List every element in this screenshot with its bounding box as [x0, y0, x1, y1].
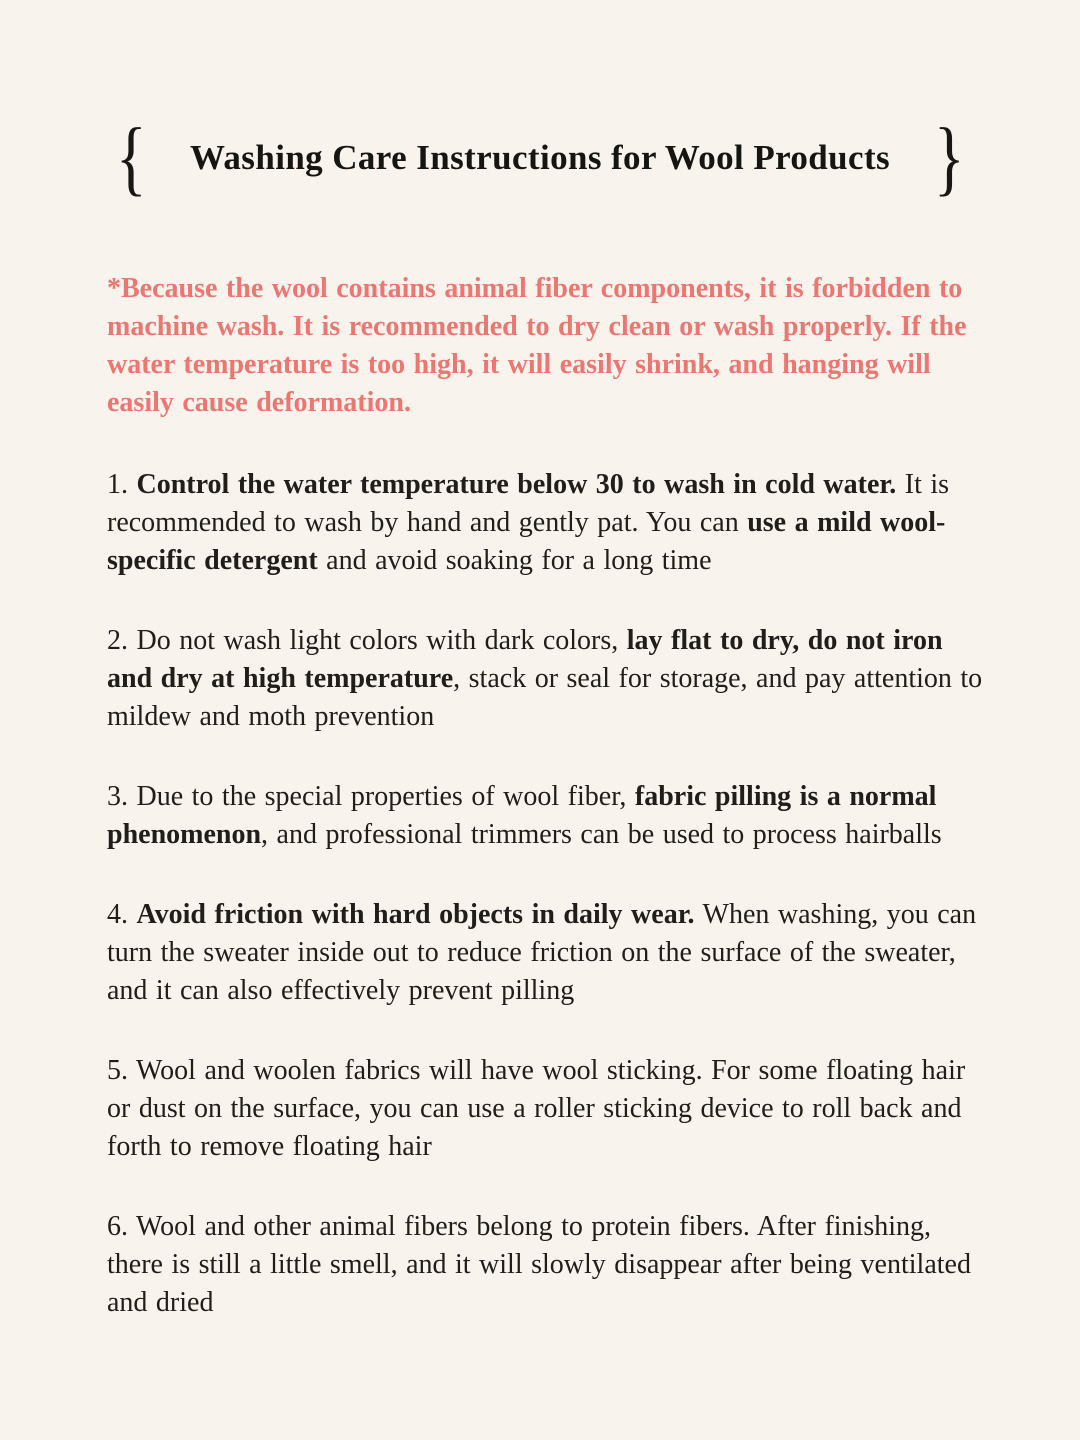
- text-run: 3. Due to the special properties of wool fiber,: [107, 781, 635, 812]
- text-run: 2. Do not wash light colors with dark colors,: [107, 625, 627, 656]
- care-item-2: [107, 622, 991, 736]
- text-run-bold: use a mild wool-specific detergent: [107, 507, 946, 576]
- text-run: 5. Wool and woolen fabrics will have wool sticking. For some floating hair or dust on the surface, you can use a roller sticking device to roll back and forth to remove floating hair: [107, 1055, 966, 1162]
- right-brace-decoration: }: [933, 111, 965, 205]
- care-item-3: [107, 778, 991, 854]
- care-item-1: [107, 466, 991, 580]
- text-run-bold: lay flat to dry, do not iron and dry at high temperature: [107, 625, 943, 694]
- text-run: 4.: [107, 899, 137, 930]
- text-run: , and professional trimmers can be used to process hairballs: [261, 819, 942, 850]
- text-run: , stack or seal for storage, and pay attention to mildew and moth prevention: [107, 663, 983, 732]
- instructions-body: [107, 270, 991, 1322]
- left-brace-decoration: {: [115, 111, 147, 205]
- text-run: 1.: [107, 469, 137, 500]
- text-run-bold: fabric pilling is a normal phenomenon: [107, 781, 937, 850]
- text-run: and avoid soaking for a long time: [317, 545, 712, 576]
- text-run-bold: Avoid friction with hard objects in daily wear.: [136, 899, 695, 930]
- care-item-5: [107, 1052, 991, 1166]
- text-run: It is recommended to wash by hand and gently pat. You can: [107, 469, 950, 538]
- text-run-bold: Control the water temperature below 30 to wash in cold water.: [136, 469, 897, 500]
- page-header: [112, 112, 968, 204]
- care-item-6: [107, 1208, 991, 1322]
- text-run: When washing, you can turn the sweater inside out to reduce friction on the surface of the sweater, and it can also effectively prevent pilling: [107, 899, 977, 1006]
- page-title: Washing Care Instructions for Wool Products: [189, 138, 891, 177]
- machine-wash-warning-note: *Because the wool contains animal fiber components, it is forbidden to machine wash. It is recommended to dry clean or wash properly. If the water temperature is too high, it will easily shrink, and hanging will easily cause deformation.: [107, 273, 967, 418]
- care-item-4: [107, 896, 991, 1010]
- text-run: 6. Wool and other animal fibers belong to protein fibers. After finishing, there is still a little smell, and it will slowly disappear after being ventilated and dried: [107, 1211, 971, 1318]
